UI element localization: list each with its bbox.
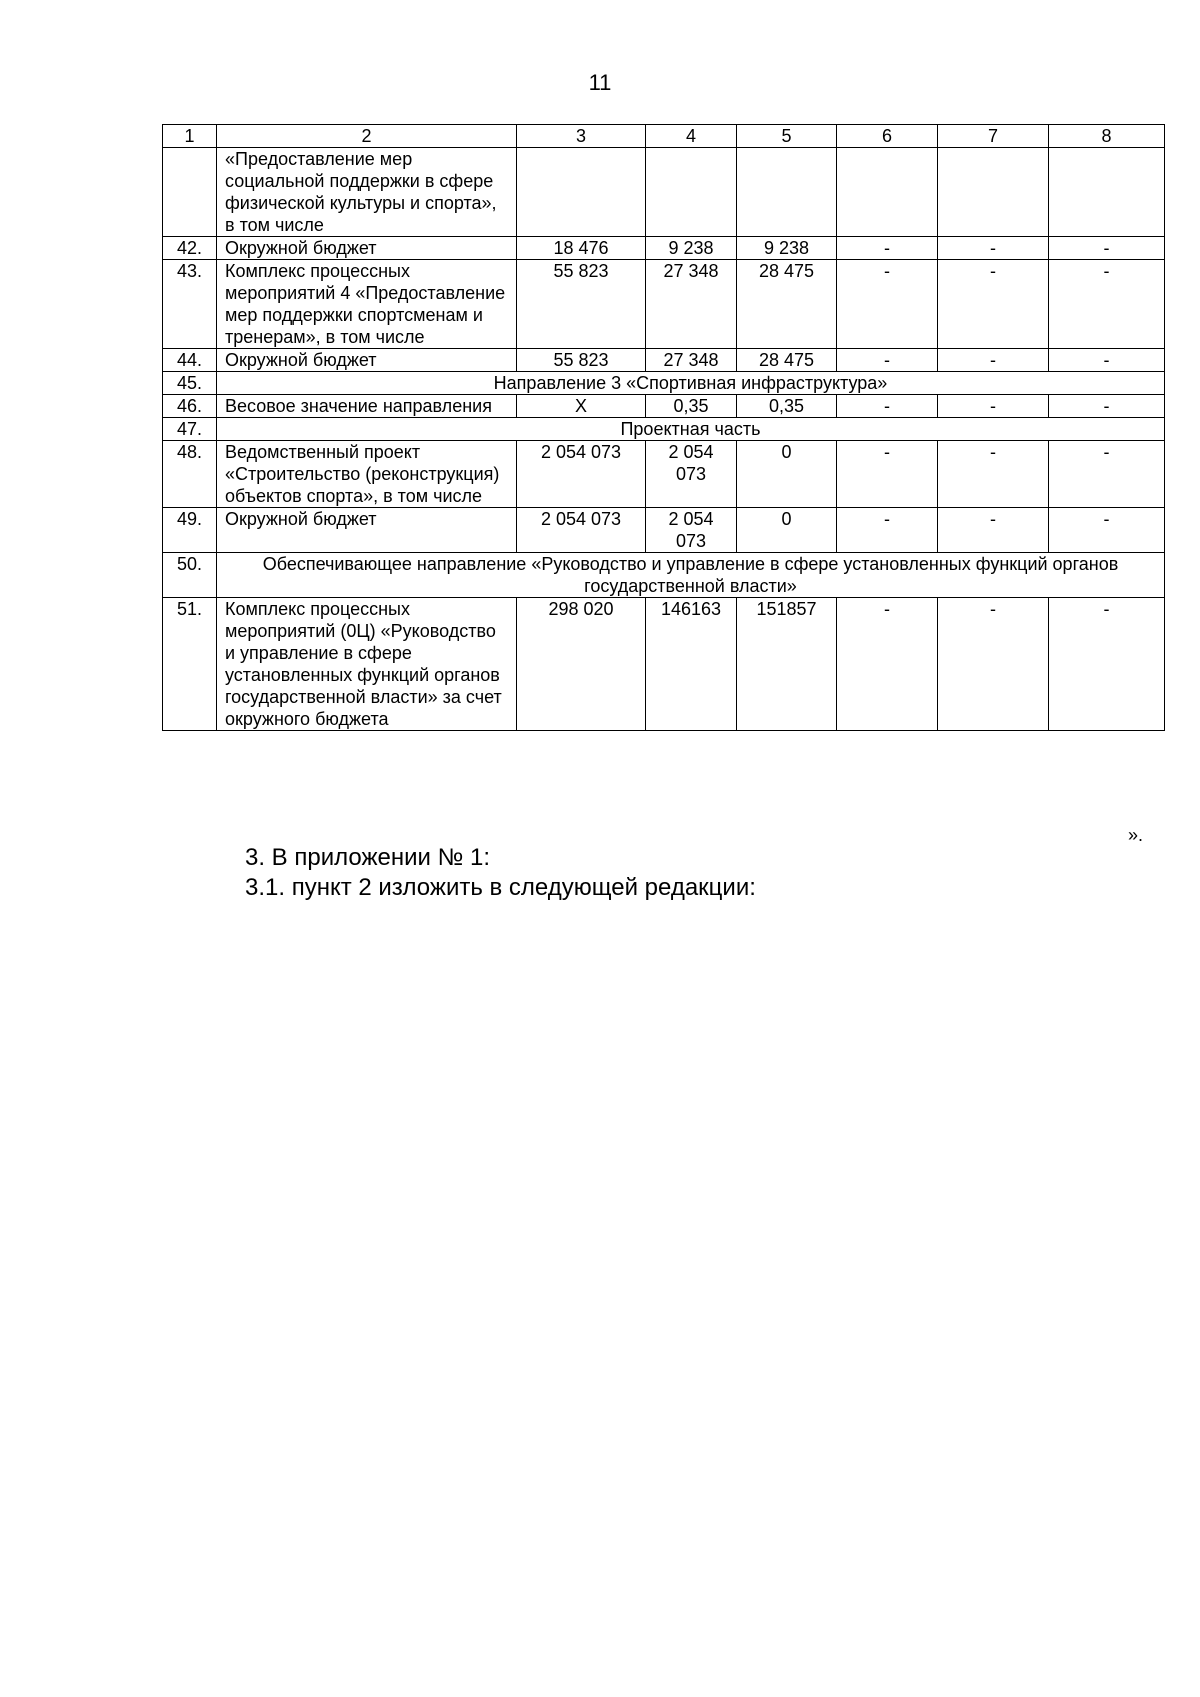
row-value-cell: - xyxy=(938,260,1049,349)
row-value-cell: 0,35 xyxy=(737,395,837,418)
section-heading-cell: Направление 3 «Спортивная инфраструктура» xyxy=(217,372,1165,395)
row-value-cell: - xyxy=(938,508,1049,553)
row-value-cell: - xyxy=(938,441,1049,508)
header-cell: 1 xyxy=(163,125,217,148)
row-value-cell: 2 054 073 xyxy=(517,441,646,508)
row-value-cell: - xyxy=(837,441,938,508)
paragraph-point: 3.1. пункт 2 изложить в следующей редакции: xyxy=(245,874,756,901)
row-value-cell: 0 xyxy=(737,508,837,553)
row-number-cell: 42. xyxy=(163,237,217,260)
row-value-cell: - xyxy=(837,508,938,553)
header-cell: 4 xyxy=(646,125,737,148)
row-value-cell: 2 054 073 xyxy=(517,508,646,553)
row-number-cell: 43. xyxy=(163,260,217,349)
row-value-cell: 28 475 xyxy=(737,349,837,372)
row-number-cell: 45. xyxy=(163,372,217,395)
table-row xyxy=(163,372,1165,395)
row-value-cell: - xyxy=(1049,598,1165,731)
header-cell: 8 xyxy=(1049,125,1165,148)
table-row xyxy=(163,260,1165,349)
row-value-cell: - xyxy=(837,260,938,349)
row-value-cell: 55 823 xyxy=(517,260,646,349)
row-value-cell: 9 238 xyxy=(737,237,837,260)
row-value-cell xyxy=(938,148,1049,237)
row-value-cell: 55 823 xyxy=(517,349,646,372)
row-value-cell: - xyxy=(1049,260,1165,349)
row-value-cell xyxy=(737,148,837,237)
header-cell: 7 xyxy=(938,125,1049,148)
row-name-cell: Весовое значение направления xyxy=(217,395,517,418)
row-value-cell: 2 054 073 xyxy=(646,441,737,508)
row-number-cell: 49. xyxy=(163,508,217,553)
table-header-row xyxy=(163,125,1165,148)
row-value-cell: 27 348 xyxy=(646,260,737,349)
row-value-cell: 28 475 xyxy=(737,260,837,349)
row-value-cell: - xyxy=(837,598,938,731)
table-row xyxy=(163,349,1165,372)
row-value-cell: 151857 xyxy=(737,598,837,731)
header-cell: 5 xyxy=(737,125,837,148)
budget-table xyxy=(162,124,1165,731)
row-value-cell: - xyxy=(938,395,1049,418)
row-value-cell: - xyxy=(837,349,938,372)
table-row xyxy=(163,395,1165,418)
row-value-cell: 0 xyxy=(737,441,837,508)
row-name-cell: Окружной бюджет xyxy=(217,237,517,260)
row-value-cell: 146163 xyxy=(646,598,737,731)
closing-quote: ». xyxy=(1128,825,1144,845)
row-value-cell: - xyxy=(938,598,1049,731)
row-name-cell: Комплекс процессных мероприятий 4 «Предоставление мер поддержки спортсменам и тренерам», в том числе xyxy=(217,260,517,349)
row-number-cell: 48. xyxy=(163,441,217,508)
table-row xyxy=(163,237,1165,260)
row-name-cell: Ведомственный проект «Строительство (реконструкция) объектов спорта», в том числе xyxy=(217,441,517,508)
paragraph-appendix: 3. В приложении № 1: xyxy=(245,844,491,871)
section-heading-cell: Проектная часть xyxy=(217,418,1165,441)
table-row xyxy=(163,508,1165,553)
row-value-cell: 9 238 xyxy=(646,237,737,260)
page-number: 11 xyxy=(588,70,612,95)
row-value-cell: 0,35 xyxy=(646,395,737,418)
header-cell: 3 xyxy=(517,125,646,148)
row-number-cell: 44. xyxy=(163,349,217,372)
row-value-cell xyxy=(646,148,737,237)
row-value-cell: 2 054 073 xyxy=(646,508,737,553)
row-value-cell xyxy=(1049,148,1165,237)
table-body xyxy=(163,148,1165,731)
header-cell: 2 xyxy=(217,125,517,148)
row-name-cell: Комплекс процессных мероприятий (0Ц) «Руководство и управление в сфере установленных функций органов государственной власти» за счет окружного бюджета xyxy=(217,598,517,731)
row-value-cell: - xyxy=(837,395,938,418)
row-value-cell: - xyxy=(1049,237,1165,260)
table-row xyxy=(163,598,1165,731)
row-value-cell: - xyxy=(837,237,938,260)
row-number-cell: 46. xyxy=(163,395,217,418)
row-number-cell: 50. xyxy=(163,553,217,598)
table-row xyxy=(163,148,1165,237)
row-value-cell: - xyxy=(938,237,1049,260)
row-value-cell: Х xyxy=(517,395,646,418)
row-name-cell: «Предоставление мер социальной поддержки в сфере физической культуры и спорта», в том числе xyxy=(217,148,517,237)
row-number-cell: 47. xyxy=(163,418,217,441)
row-value-cell xyxy=(517,148,646,237)
row-value-cell: - xyxy=(1049,349,1165,372)
row-value-cell xyxy=(837,148,938,237)
row-value-cell: - xyxy=(1049,441,1165,508)
row-number-cell xyxy=(163,148,217,237)
row-value-cell: 27 348 xyxy=(646,349,737,372)
header-cell: 6 xyxy=(837,125,938,148)
row-number-cell: 51. xyxy=(163,598,217,731)
row-name-cell: Окружной бюджет xyxy=(217,508,517,553)
row-value-cell: - xyxy=(1049,395,1165,418)
row-value-cell: 298 020 xyxy=(517,598,646,731)
table-row xyxy=(163,553,1165,598)
table-row xyxy=(163,441,1165,508)
row-value-cell: - xyxy=(938,349,1049,372)
table-row xyxy=(163,418,1165,441)
row-value-cell: 18 476 xyxy=(517,237,646,260)
section-heading-cell: Обеспечивающее направление «Руководство и управление в сфере установленных функций органов государственной власти» xyxy=(217,553,1165,598)
row-name-cell: Окружной бюджет xyxy=(217,349,517,372)
row-value-cell: - xyxy=(1049,508,1165,553)
